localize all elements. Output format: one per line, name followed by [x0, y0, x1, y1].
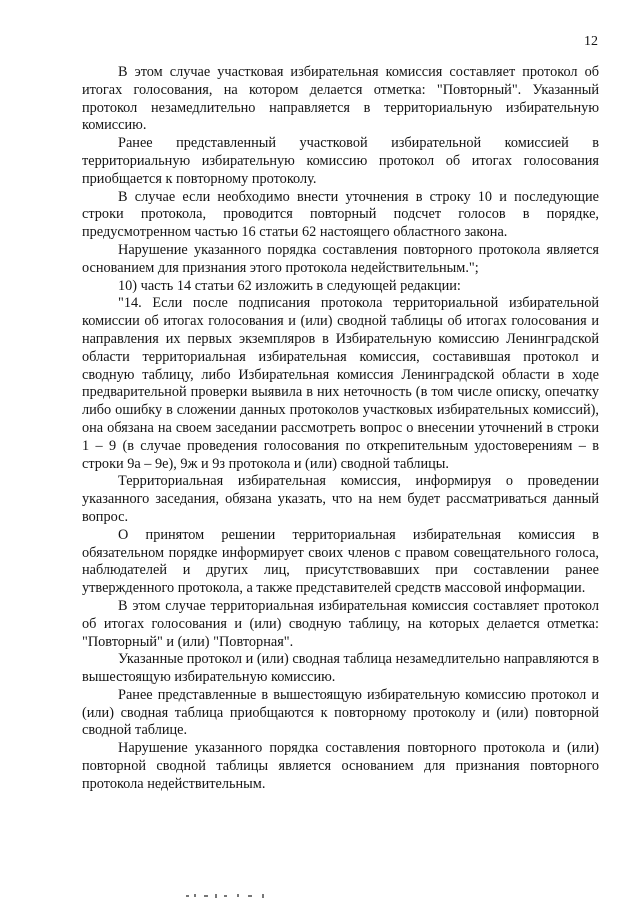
- paragraph: 10) часть 14 статьи 62 изложить в следующей редакции:: [118, 277, 461, 294]
- paragraph: Территориальная избирательная комиссия, информируя о проведении указанного заседания, обязана указать, что на нем будет рассматриваться данный вопрос.: [82, 473, 599, 525]
- paragraph: Нарушение указанного порядка составления повторного протокола является основанием для признания этого протокола недействительным.";: [82, 241, 599, 276]
- paragraph: О принятом решении территориальная избирательная комиссия в обязательном порядке информирует своих членов с правом совещательного голоса, наблюдателей и других лиц, присутствовавших при составлении ранее утвержденного протокола, а также представителей средств массовой информации.: [82, 526, 599, 597]
- paragraph: В этом случае территориальная избирательная комиссия составляет протокол об итогах голосования и (или) сводную таблицу, на которых делается отметка: "Повторный" и (или) "Повторная".: [82, 597, 599, 650]
- scan-marks: [186, 893, 276, 899]
- paragraph: Нарушение указанного порядка составления повторного протокола и (или) повторной сводной таблицы является основанием для признания повторного протокола недействительным.: [82, 740, 599, 792]
- paragraph: Указанные протокол и (или) сводная таблица незамедлительно направляются в вышестоящую избирательную комиссию.: [82, 651, 600, 686]
- document-body: [82, 64, 599, 794]
- paragraph: Ранее представленный участковой избирательной комиссией в территориальную избирательную комиссию протокол об итогах голосования приобщается к повторному протоколу.: [82, 135, 599, 187]
- paragraph: "14. Если после подписания протокола территориальной избирательной комиссии об итогах голосования и (или) сводной таблицы об итогах голосования и направления их первых экземпляров в Избирательную комиссию Ленинградской области территориальная избирательная комиссия, составившая протокол и сводную таблицу, либо Избирательная комиссия Ленинградской области в ходе предварительной проверки выявила в них неточность (в том числе описку, опечатку либо ошибку в сложении данных протоколов участковых избирательных комиссий), она обязана на своем заседании рассмотреть вопрос о внесении уточнений в строки 1 – 9 (в случае проведения голосования по открепительным удостоверениям – в строки 9а – 9е), 9ж и 9з протокола и (или) сводной таблицы.: [82, 295, 599, 472]
- paragraph: В этом случае участковая избирательная комиссия составляет протокол об итогах голосования, на котором делается отметка: "Повторный". Указанный протокол незамедлительно направляется в территориальную избирательную комиссию.: [82, 64, 599, 134]
- paragraph: Ранее представленные в вышестоящую избирательную комиссию протокол и (или) сводная таблица приобщаются к повторному протоколу и (или) повторной сводной таблице.: [82, 686, 599, 739]
- paragraph: В случае если необходимо внести уточнения в строку 10 и последующие строки протокола, проводится повторный подсчет голосов в порядке, предусмотренном частью 16 статьи 62 настоящего областного закона.: [82, 188, 599, 241]
- page-number: 12: [584, 34, 598, 49]
